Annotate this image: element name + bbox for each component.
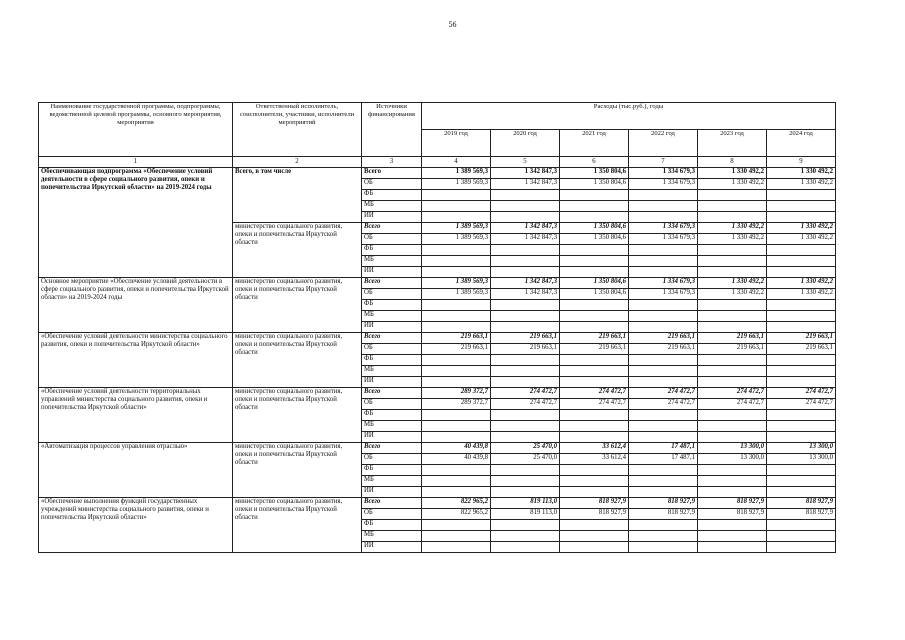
expense-value: 274 472,7	[629, 399, 698, 410]
expense-value: 33 612,4	[560, 443, 629, 454]
expense-value: 1 330 492,2	[698, 179, 767, 190]
expense-value	[629, 542, 698, 553]
expense-value: 1 389 569,3	[422, 223, 491, 234]
expense-value: 1 334 679,3	[629, 168, 698, 179]
expense-value	[767, 421, 836, 432]
expense-value	[422, 432, 491, 443]
program-name: «Автоматизация процессов управления отраслью»	[39, 443, 233, 498]
expense-value: 1 330 492,2	[698, 289, 767, 300]
funding-source: ОБ	[362, 179, 422, 190]
expense-value: 219 663,1	[560, 344, 629, 355]
program-name: Обеспечивающая подпрограмма «Обеспечение условий деятельности в сфере социального развития, опеки и попечительства Иркутской области» на 2019-2024 годы	[39, 168, 233, 278]
funding-source: ФБ	[362, 190, 422, 201]
expense-value	[767, 410, 836, 421]
expense-value	[422, 267, 491, 278]
header-year: 2023 год	[698, 130, 767, 157]
expense-value	[491, 377, 560, 388]
expense-value	[698, 256, 767, 267]
expense-value	[422, 256, 491, 267]
expense-value: 25 470,0	[491, 454, 560, 465]
expense-value	[629, 256, 698, 267]
expense-value	[491, 366, 560, 377]
responsible-executor: министерство социального развития, опеки и попечительства Иркутской области	[233, 443, 362, 498]
expense-value: 17 487,1	[629, 454, 698, 465]
expense-value	[560, 487, 629, 498]
expense-value: 219 663,1	[629, 333, 698, 344]
expense-value: 13 300,0	[698, 454, 767, 465]
expense-value: 1 330 492,2	[767, 179, 836, 190]
expense-value	[560, 366, 629, 377]
expense-value	[698, 311, 767, 322]
expense-value	[422, 487, 491, 498]
expense-value	[560, 300, 629, 311]
expense-value	[767, 355, 836, 366]
expense-value	[422, 190, 491, 201]
expense-value: 13 300,0	[767, 454, 836, 465]
expense-value	[491, 311, 560, 322]
expense-value	[491, 267, 560, 278]
responsible-executor: министерство социального развития, опеки и попечительства Иркутской области	[233, 223, 362, 278]
expense-value	[629, 201, 698, 212]
expense-value	[767, 322, 836, 333]
funding-source: Всего	[362, 498, 422, 509]
funding-source: МБ	[362, 421, 422, 432]
funding-source: Всего	[362, 278, 422, 289]
expense-value	[422, 212, 491, 223]
funding-source: Всего	[362, 333, 422, 344]
expense-value: 818 927,9	[698, 509, 767, 520]
responsible-executor: министерство социального развития, опеки и попечительства Иркутской области	[233, 388, 362, 443]
expense-value: 818 927,9	[629, 509, 698, 520]
expense-value	[767, 311, 836, 322]
expense-value	[560, 201, 629, 212]
expense-value	[560, 421, 629, 432]
expenditure-table	[38, 102, 836, 553]
expense-value	[629, 300, 698, 311]
table-row	[39, 333, 836, 344]
expense-value	[629, 531, 698, 542]
expense-value: 219 663,1	[560, 333, 629, 344]
responsible-executor: министерство социального развития, опеки и попечительства Иркутской области	[233, 498, 362, 553]
expense-value	[560, 410, 629, 421]
expense-value	[422, 531, 491, 542]
funding-source: ИИ	[362, 212, 422, 223]
column-number: 6	[560, 157, 629, 168]
expense-value: 219 663,1	[767, 333, 836, 344]
expense-value: 274 472,7	[560, 388, 629, 399]
expense-value	[767, 366, 836, 377]
expense-value	[629, 267, 698, 278]
expense-value	[767, 465, 836, 476]
expense-value: 1 330 492,2	[767, 234, 836, 245]
expense-value	[629, 487, 698, 498]
expense-value	[422, 322, 491, 333]
funding-source: ФБ	[362, 465, 422, 476]
expense-value	[698, 245, 767, 256]
funding-source: Всего	[362, 443, 422, 454]
expense-value	[422, 366, 491, 377]
expense-value	[767, 531, 836, 542]
expense-value	[767, 267, 836, 278]
funding-source: ОБ	[362, 289, 422, 300]
expense-value: 219 663,1	[767, 344, 836, 355]
expense-value	[698, 531, 767, 542]
expense-value	[629, 311, 698, 322]
expense-value	[698, 465, 767, 476]
expense-value	[491, 465, 560, 476]
column-number: 4	[422, 157, 491, 168]
expense-value: 1 330 492,2	[767, 223, 836, 234]
expense-value: 819 113,0	[491, 509, 560, 520]
expense-value	[422, 201, 491, 212]
funding-source: ФБ	[362, 520, 422, 531]
expense-value	[698, 366, 767, 377]
expense-value	[698, 542, 767, 553]
table-body	[39, 168, 836, 553]
column-number: 2	[233, 157, 362, 168]
funding-source: МБ	[362, 256, 422, 267]
expense-value: 17 487,1	[629, 443, 698, 454]
header-year: 2020 год	[491, 130, 560, 157]
header-name: Наименование государственной программы, подпрограммы, ведомственной целевой программы, основного мероприятия, мероприятия	[39, 103, 233, 157]
page-number: 56	[448, 20, 457, 29]
funding-source: ФБ	[362, 245, 422, 256]
funding-source: МБ	[362, 201, 422, 212]
header-year: 2022 год	[629, 130, 698, 157]
funding-source: Всего	[362, 223, 422, 234]
funding-source: ОБ	[362, 509, 422, 520]
expense-value: 1 330 492,2	[698, 223, 767, 234]
expense-value: 274 472,7	[491, 399, 560, 410]
expense-value: 1 334 679,3	[629, 234, 698, 245]
funding-source: ФБ	[362, 300, 422, 311]
expense-value: 1 342 847,3	[491, 179, 560, 190]
funding-source: ИИ	[362, 542, 422, 553]
expense-value	[491, 355, 560, 366]
expense-value: 818 927,9	[560, 498, 629, 509]
expense-value	[560, 465, 629, 476]
table-row	[39, 388, 836, 399]
expense-value: 274 472,7	[767, 388, 836, 399]
header-source: Источники финансирования	[362, 103, 422, 157]
expense-value: 1 334 679,3	[629, 278, 698, 289]
expense-value	[629, 465, 698, 476]
expense-value	[422, 476, 491, 487]
expense-value	[767, 377, 836, 388]
expense-value: 219 663,1	[422, 333, 491, 344]
expense-value	[422, 520, 491, 531]
header-responsible: Ответственный исполнитель, соисполнители, участники, исполнители мероприятий	[233, 103, 362, 157]
expense-value: 219 663,1	[422, 344, 491, 355]
program-name: «Обеспечение условий деятельности министерства социального развития, опеки и попечительства Иркутской области»	[39, 333, 233, 388]
expense-value: 818 927,9	[767, 509, 836, 520]
table-row	[39, 443, 836, 454]
expense-value: 1 330 492,2	[767, 289, 836, 300]
funding-source: ИИ	[362, 432, 422, 443]
column-number: 7	[629, 157, 698, 168]
funding-source: МБ	[362, 366, 422, 377]
expense-value: 818 927,9	[698, 498, 767, 509]
expense-value: 289 372,7	[422, 399, 491, 410]
expense-value	[629, 366, 698, 377]
expense-value	[491, 245, 560, 256]
expense-value	[767, 542, 836, 553]
expense-value: 1 350 804,6	[560, 168, 629, 179]
expense-value	[698, 432, 767, 443]
expense-value	[560, 267, 629, 278]
expense-value	[698, 355, 767, 366]
expense-value	[491, 520, 560, 531]
expense-value	[422, 377, 491, 388]
column-number: 5	[491, 157, 560, 168]
expense-value	[629, 322, 698, 333]
expense-value	[491, 542, 560, 553]
expense-value	[422, 355, 491, 366]
expense-value: 1 334 679,3	[629, 223, 698, 234]
expense-value: 40 439,8	[422, 443, 491, 454]
expense-value: 818 927,9	[629, 498, 698, 509]
expense-value	[491, 300, 560, 311]
expense-value	[629, 421, 698, 432]
funding-source: ОБ	[362, 344, 422, 355]
expense-value	[560, 355, 629, 366]
expense-value: 40 439,8	[422, 454, 491, 465]
funding-source: ОБ	[362, 454, 422, 465]
expense-value	[767, 190, 836, 201]
expense-value	[422, 410, 491, 421]
expense-value	[698, 201, 767, 212]
funding-source: Всего	[362, 168, 422, 179]
expense-value	[698, 212, 767, 223]
expense-value	[491, 212, 560, 223]
expense-value: 1 342 847,3	[491, 278, 560, 289]
expense-value	[560, 432, 629, 443]
table-row	[39, 498, 836, 509]
header-year: 2021 год	[560, 130, 629, 157]
expense-value	[560, 245, 629, 256]
expense-value	[629, 476, 698, 487]
expense-value	[698, 476, 767, 487]
expense-value	[629, 520, 698, 531]
funding-source: ФБ	[362, 410, 422, 421]
expense-value	[491, 531, 560, 542]
expense-value	[629, 245, 698, 256]
expense-value	[629, 432, 698, 443]
expense-value	[767, 476, 836, 487]
funding-source: ФБ	[362, 355, 422, 366]
header-expenses: Расходы (тыс.руб.), годы	[422, 103, 836, 130]
expense-value	[767, 245, 836, 256]
column-number: 9	[767, 157, 836, 168]
header-year: 2019 год	[422, 130, 491, 157]
expense-value: 822 965,2	[422, 509, 491, 520]
expense-value: 13 300,0	[698, 443, 767, 454]
expense-value: 219 663,1	[491, 344, 560, 355]
expense-value	[698, 267, 767, 278]
expense-value: 1 334 679,3	[629, 289, 698, 300]
funding-source: ИИ	[362, 487, 422, 498]
expense-value: 274 472,7	[698, 399, 767, 410]
expense-value: 274 472,7	[698, 388, 767, 399]
expense-value: 1 330 492,2	[698, 168, 767, 179]
expense-value: 13 300,0	[767, 443, 836, 454]
program-name: Основное мероприятие «Обеспечение условий деятельности в сфере социального развития, опеки и попечительства Иркутской области» на 2019-2024 годы	[39, 278, 233, 333]
expense-value: 274 472,7	[491, 388, 560, 399]
expense-value	[767, 432, 836, 443]
expense-value	[560, 322, 629, 333]
expense-value	[491, 476, 560, 487]
program-name: «Обеспечение выполнения функций государственных учреждений министерства социального развития, опеки и попечительства Иркутской области»	[39, 498, 233, 553]
expense-value	[560, 212, 629, 223]
expense-value	[491, 256, 560, 267]
responsible-executor: министерство социального развития, опеки и попечительства Иркутской области	[233, 278, 362, 333]
expense-value: 818 927,9	[560, 509, 629, 520]
funding-source: Всего	[362, 388, 422, 399]
expense-value	[767, 212, 836, 223]
expense-value: 1 389 569,3	[422, 179, 491, 190]
expense-value	[767, 201, 836, 212]
expense-value	[491, 432, 560, 443]
expense-value: 1 330 492,2	[767, 278, 836, 289]
column-number: 1	[39, 157, 233, 168]
funding-source: ИИ	[362, 322, 422, 333]
column-number: 8	[698, 157, 767, 168]
expense-value	[698, 300, 767, 311]
funding-source: ИИ	[362, 377, 422, 388]
expense-value	[560, 542, 629, 553]
expense-value: 219 663,1	[629, 344, 698, 355]
expense-value	[491, 322, 560, 333]
expense-value: 1 350 804,6	[560, 234, 629, 245]
responsible-executor: министерство социального развития, опеки и попечительства Иркутской области	[233, 333, 362, 388]
expense-value: 1 350 804,6	[560, 278, 629, 289]
expense-value	[422, 542, 491, 553]
expense-value	[422, 465, 491, 476]
expense-value: 1 334 679,3	[629, 179, 698, 190]
responsible-executor: Всего, в том числе	[233, 168, 362, 223]
expense-value: 1 342 847,3	[491, 234, 560, 245]
expense-value: 1 389 569,3	[422, 234, 491, 245]
expense-value	[491, 421, 560, 432]
expense-value	[491, 410, 560, 421]
program-name: «Обеспечение условий деятельности территориальных управлений министерства социального развития, опеки и попечительства Иркутской области»	[39, 388, 233, 443]
expense-value	[698, 410, 767, 421]
expense-value	[422, 245, 491, 256]
expense-value	[629, 410, 698, 421]
expense-value: 1 342 847,3	[491, 168, 560, 179]
header-year: 2024 год	[767, 130, 836, 157]
table-row	[39, 278, 836, 289]
funding-source: ОБ	[362, 399, 422, 410]
expense-value	[560, 520, 629, 531]
expense-value: 33 612,4	[560, 454, 629, 465]
expense-value	[560, 476, 629, 487]
expense-value	[698, 487, 767, 498]
expense-value: 1 330 492,2	[767, 168, 836, 179]
expense-value: 1 389 569,3	[422, 289, 491, 300]
expense-value	[560, 190, 629, 201]
expense-value	[491, 190, 560, 201]
expense-value: 1 342 847,3	[491, 289, 560, 300]
expense-value	[491, 201, 560, 212]
table-row	[39, 168, 836, 179]
expense-value	[629, 190, 698, 201]
funding-source: ОБ	[362, 234, 422, 245]
expense-value: 219 663,1	[491, 333, 560, 344]
expense-value: 274 472,7	[767, 399, 836, 410]
expense-value	[767, 256, 836, 267]
expense-value	[698, 190, 767, 201]
expense-value: 219 663,1	[698, 333, 767, 344]
expense-value	[422, 311, 491, 322]
expense-value	[560, 256, 629, 267]
expense-value: 1 350 804,6	[560, 223, 629, 234]
expense-value: 274 472,7	[629, 388, 698, 399]
expense-value: 1 389 569,3	[422, 278, 491, 289]
expense-value	[422, 300, 491, 311]
expense-value: 822 965,2	[422, 498, 491, 509]
expense-value: 25 470,0	[491, 443, 560, 454]
expense-value	[698, 377, 767, 388]
expense-value	[698, 520, 767, 531]
expense-value: 1 342 847,3	[491, 223, 560, 234]
expense-value: 1 330 492,2	[698, 278, 767, 289]
expense-value	[560, 311, 629, 322]
funding-source: МБ	[362, 476, 422, 487]
expense-value	[767, 300, 836, 311]
expense-value	[698, 322, 767, 333]
expense-value: 1 389 569,3	[422, 168, 491, 179]
expense-value	[629, 212, 698, 223]
expense-value	[629, 355, 698, 366]
expense-value: 819 113,0	[491, 498, 560, 509]
expense-value	[767, 487, 836, 498]
funding-source: МБ	[362, 531, 422, 542]
funding-source: ИИ	[362, 267, 422, 278]
column-number: 3	[362, 157, 422, 168]
expense-value: 818 927,9	[767, 498, 836, 509]
expense-value	[491, 487, 560, 498]
expense-value	[422, 421, 491, 432]
expense-value: 1 350 804,6	[560, 289, 629, 300]
expense-value	[560, 531, 629, 542]
expense-value: 1 330 492,2	[698, 234, 767, 245]
expense-value: 1 350 804,6	[560, 179, 629, 190]
expense-value	[698, 421, 767, 432]
expense-value: 219 663,1	[698, 344, 767, 355]
expense-value	[629, 377, 698, 388]
expense-value	[767, 520, 836, 531]
funding-source: МБ	[362, 311, 422, 322]
expense-value	[560, 377, 629, 388]
expense-value: 289 372,7	[422, 388, 491, 399]
expense-value: 274 472,7	[560, 399, 629, 410]
